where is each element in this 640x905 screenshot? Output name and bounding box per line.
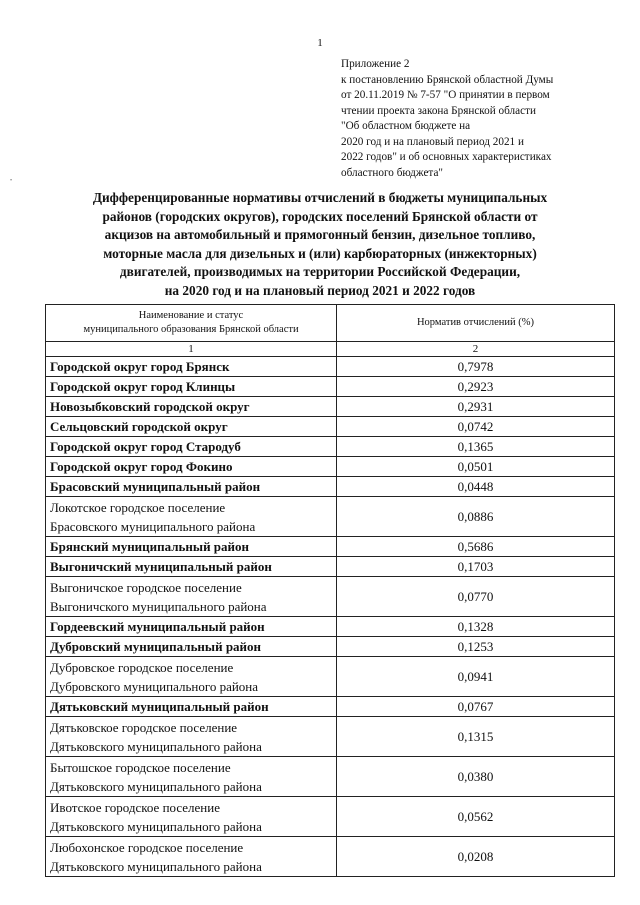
rate-value-cell: 0,1253 xyxy=(337,637,615,657)
rate-value-cell: 0,0941 xyxy=(337,657,615,697)
municipality-name-line: Сельцовский городской округ xyxy=(50,419,228,434)
appendix-note xyxy=(341,57,626,181)
rate-value-cell: 0,0208 xyxy=(337,837,615,877)
table-row xyxy=(46,757,615,797)
municipality-name-line: Дубровского муниципального района xyxy=(50,678,259,694)
municipality-name-cell xyxy=(46,657,337,697)
municipality-name-cell xyxy=(46,537,337,557)
municipality-name-cell xyxy=(46,617,337,637)
municipality-name-cell xyxy=(46,577,337,617)
table-row xyxy=(46,657,615,697)
municipality-name-cell xyxy=(46,757,337,797)
municipality-name-line: Дятьковского муниципального района xyxy=(50,738,262,754)
rate-value-cell: 0,1328 xyxy=(337,617,615,637)
title-line: на 2020 год и на плановый период 2021 и 2022 годов xyxy=(164,282,476,298)
municipality-name-line: Городской округ город Брянск xyxy=(50,359,230,374)
table-row xyxy=(46,557,615,577)
municipality-name-line: Любохонское городское поселение xyxy=(50,839,244,855)
table-row xyxy=(46,457,615,477)
table-row xyxy=(46,437,615,457)
table-header-row xyxy=(46,305,615,342)
rate-value-cell: 0,0380 xyxy=(337,757,615,797)
municipality-name-cell xyxy=(46,417,337,437)
header-name-status xyxy=(46,305,337,342)
index-row xyxy=(46,342,615,357)
municipality-name-cell xyxy=(46,457,337,477)
rate-value-cell: 0,1315 xyxy=(337,717,615,757)
rate-value-cell: 0,0770 xyxy=(337,577,615,617)
table-row xyxy=(46,797,615,837)
municipality-name-line: Дятьковского муниципального района xyxy=(50,858,262,874)
rate-value-cell: 0,7978 xyxy=(337,357,615,377)
appendix-line: "Об областном бюджете на xyxy=(341,120,471,132)
table-row xyxy=(46,357,615,377)
table-row xyxy=(46,617,615,637)
rate-value-cell: 0,0767 xyxy=(337,697,615,717)
municipality-name-cell xyxy=(46,717,337,757)
municipality-name-line: Дятьковский муниципальный район xyxy=(50,699,269,714)
municipality-name-line: Локотское городское поселение xyxy=(50,499,226,515)
municipality-name-line: Дубровский муниципальный район xyxy=(50,639,262,654)
header-name-line1: Наименование и статус xyxy=(138,310,244,321)
municipality-name-line: Дятьковского муниципального района xyxy=(50,818,262,834)
header-rate: Норматив отчислений (%) xyxy=(337,305,615,342)
rate-value-cell: 0,1365 xyxy=(337,437,615,457)
table-row xyxy=(46,577,615,617)
table-row xyxy=(46,637,615,657)
document-title xyxy=(40,189,600,301)
table-row xyxy=(46,537,615,557)
rate-value-cell: 0,0448 xyxy=(337,477,615,497)
municipality-name-line: Новозыбковский городской округ xyxy=(50,399,250,414)
title-line: Дифференцированные нормативы отчислений в бюджеты муниципальных xyxy=(92,190,548,205)
table-row xyxy=(46,377,615,397)
municipality-name-cell xyxy=(46,397,337,417)
rate-value-cell: 0,2931 xyxy=(337,397,615,417)
title-line: двигателей, производимых на территории Российской Федерации, xyxy=(119,264,521,280)
rate-value-cell: 0,5686 xyxy=(337,537,615,557)
index-cell-2: 2 xyxy=(337,342,615,357)
municipality-name-cell xyxy=(46,837,337,877)
municipality-name-line: Гордеевский муниципальный район xyxy=(50,619,265,634)
municipality-name-line: Брасовского муниципального района xyxy=(50,518,256,534)
table-row xyxy=(46,477,615,497)
municipality-name-cell xyxy=(46,797,337,837)
municipality-name-line: Дятьковское городское поселение xyxy=(50,719,238,735)
appendix-line: чтении проекта закона Брянской области xyxy=(341,104,536,117)
municipality-name-line: Выгоничское городское поселение xyxy=(50,579,242,595)
municipality-name-cell xyxy=(46,497,337,537)
header-name-line2: муниципального образования Брянской области xyxy=(83,324,299,335)
deduction-rates-table xyxy=(45,304,615,877)
table-row xyxy=(46,417,615,437)
page-number: 1 xyxy=(317,37,323,49)
municipality-name-cell xyxy=(46,357,337,377)
rate-value-cell: 0,1703 xyxy=(337,557,615,577)
table-row xyxy=(46,397,615,417)
title-line: акцизов на автомобильный и прямогонный бензин, дизельное топливо, xyxy=(104,227,536,243)
scan-speck: • xyxy=(10,178,13,184)
rate-value-cell: 0,0562 xyxy=(337,797,615,837)
rate-value-cell: 0,0886 xyxy=(337,497,615,537)
municipality-name-line: Брянский муниципальный район xyxy=(50,539,250,554)
index-cell-1: 1 xyxy=(46,342,337,357)
municipality-name-cell xyxy=(46,437,337,457)
municipality-name-line: Дятьковского муниципального района xyxy=(50,778,262,794)
municipality-name-line: Выгоничского муниципального района xyxy=(50,598,267,614)
municipality-name-line: Городской округ город Фокино xyxy=(50,459,233,474)
municipality-name-line: Бытошское городское поселение xyxy=(50,759,231,775)
title-line: моторные масла для дизельных и (или) карбюраторных (инжекторных) xyxy=(103,245,537,261)
municipality-name-cell xyxy=(46,637,337,657)
appendix-line: Приложение 2 xyxy=(341,58,410,70)
appendix-line: 2022 годов" и об основных характеристиках xyxy=(341,151,552,163)
appendix-line: областного бюджета" xyxy=(341,166,443,179)
municipality-name-line: Городской округ город Стародуб xyxy=(50,439,241,454)
appendix-line: к постановлению Брянской областной Думы xyxy=(341,73,554,86)
municipality-name-cell xyxy=(46,477,337,497)
table-row xyxy=(46,697,615,717)
rate-value-cell: 0,0501 xyxy=(337,457,615,477)
municipality-name-line: Брасовский муниципальный район xyxy=(50,479,261,494)
appendix-line: от 20.11.2019 № 7-57 "О принятии в первом xyxy=(341,89,550,101)
rate-value-cell: 0,2923 xyxy=(337,377,615,397)
municipality-name-line: Городской округ город Клинцы xyxy=(50,379,236,394)
municipality-name-cell xyxy=(46,557,337,577)
municipality-name-cell xyxy=(46,697,337,717)
table-row xyxy=(46,837,615,877)
table-row xyxy=(46,717,615,757)
rate-value-cell: 0,0742 xyxy=(337,417,615,437)
municipality-name-line: Выгоничский муниципальный район xyxy=(50,559,272,574)
municipality-name-cell xyxy=(46,377,337,397)
title-line: районов (городских округов), городских поселений Брянской области от xyxy=(102,208,538,224)
municipality-name-line: Дубровское городское поселение xyxy=(50,659,234,675)
municipality-name-line: Ивотское городское поселение xyxy=(50,799,220,815)
appendix-line: 2020 год и на плановый период 2021 и xyxy=(341,135,524,148)
table-row xyxy=(46,497,615,537)
